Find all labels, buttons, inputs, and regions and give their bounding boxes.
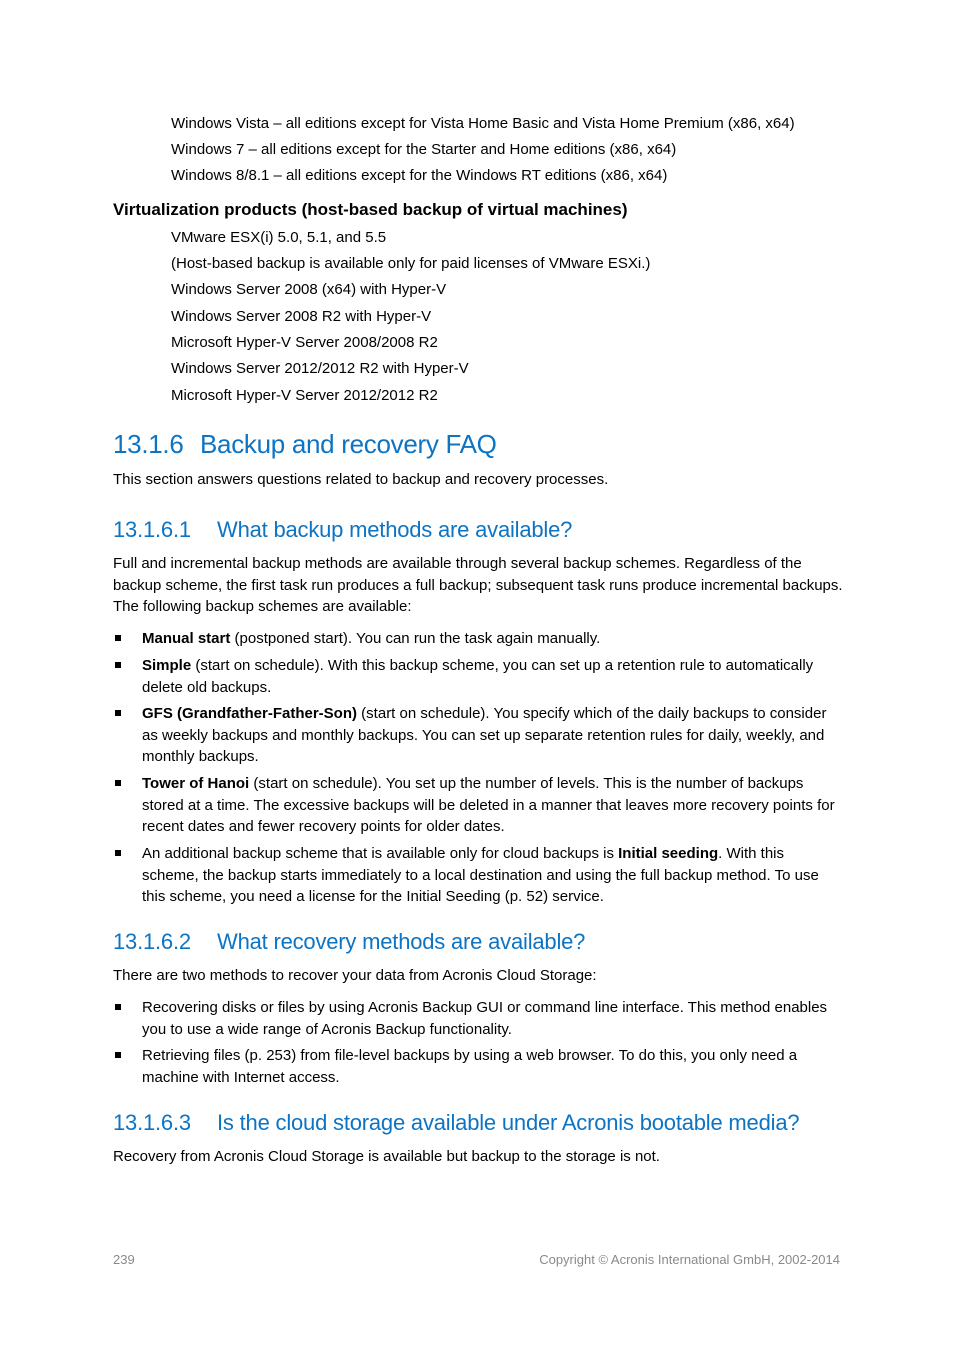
bullet-marker xyxy=(115,780,121,786)
virtualization-item: Microsoft Hyper-V Server 2008/2008 R2 xyxy=(171,334,438,351)
section-number: 13.1.6 xyxy=(113,429,184,459)
description: . With this scheme, the backup starts immediately to a local destination and using the full backup method. To use this scheme, you need a license for the Initial Seeding (p. 52) service. xyxy=(142,845,819,905)
section-number: 13.1.6.2 xyxy=(113,929,191,954)
section-intro: Recovery from Acronis Cloud Storage is available but backup to the storage is not. xyxy=(113,1148,660,1165)
section-title: Backup and recovery FAQ xyxy=(200,429,497,459)
term: Initial seeding xyxy=(618,845,719,862)
virtualization-heading: Virtualization products (host-based backup of virtual machines) xyxy=(113,200,628,219)
description: Recovering disks or files by using Acronis Backup GUI or command line interface. This method enables you to use a wide range of Acronis Backup functionality. xyxy=(142,999,828,1038)
section-heading-backup-methods xyxy=(113,516,572,544)
section-heading-recovery-methods xyxy=(113,928,585,956)
description: (start on schedule). You specify which of the daily backups to consider as weekly backups and monthly backups. You can set up separate retention rules for daily, weekly, and monthly backups. xyxy=(142,705,827,765)
list-item xyxy=(113,703,843,768)
section-intro: This section answers questions related to backup and recovery processes. xyxy=(113,471,609,488)
term: Manual start xyxy=(142,630,231,647)
copyright: Copyright © Acronis International GmbH, 2002-2014 xyxy=(539,1252,840,1267)
description: (start on schedule). You set up the number of levels. This is the number of backups stored at a time. The excessive backups will be deleted in a manner that leaves more recovery points for recent dates and fewer recovery points for older dates. xyxy=(142,775,835,835)
section-intro: There are two methods to recover your data from Acronis Cloud Storage: xyxy=(113,967,597,984)
section-title: What backup methods are available? xyxy=(217,517,573,542)
os-item: Windows 8/8.1 – all editions except for the Windows RT editions (x86, x64) xyxy=(171,167,668,184)
list-item xyxy=(113,655,843,698)
term: GFS (Grandfather-Father-Son) xyxy=(142,705,358,722)
description: Retrieving files (p. 253) from file-level backups by using a web browser. To do this, you only need a machine with Internet access. xyxy=(142,1047,798,1086)
term: Tower of Hanoi xyxy=(142,775,250,792)
os-item: Windows Vista – all editions except for Vista Home Basic and Vista Home Premium (x86, x64) xyxy=(171,115,795,132)
list-item xyxy=(113,628,843,650)
section-title: Is the cloud storage available under Acronis bootable media? xyxy=(217,1110,800,1135)
bullet-marker xyxy=(115,1052,121,1058)
bullet-marker xyxy=(115,710,121,716)
bullet-marker xyxy=(115,662,121,668)
virtualization-item: VMware ESX(i) 5.0, 5.1, and 5.5 xyxy=(171,229,387,246)
list-item xyxy=(113,843,843,908)
section-heading-bootable-media xyxy=(113,1109,799,1137)
section-number: 13.1.6.1 xyxy=(113,517,191,542)
bullet-marker xyxy=(115,850,121,856)
description: (start on schedule). With this backup scheme, you can set up a retention rule to automatically delete old backups. xyxy=(142,657,814,696)
virtualization-item: Microsoft Hyper-V Server 2012/2012 R2 xyxy=(171,387,438,404)
virtualization-item: Windows Server 2008 R2 with Hyper-V xyxy=(171,308,432,325)
bullet-marker xyxy=(115,1004,121,1010)
list-item xyxy=(113,1045,843,1088)
list-item xyxy=(113,773,843,838)
term: Simple xyxy=(142,657,192,674)
virtualization-item: Windows Server 2008 (x64) with Hyper-V xyxy=(171,281,447,298)
list-item xyxy=(113,997,843,1040)
section-number: 13.1.6.3 xyxy=(113,1110,191,1135)
section-title: What recovery methods are available? xyxy=(217,929,586,954)
description: An additional backup scheme that is available only for cloud backups is xyxy=(142,845,619,862)
section-intro: Full and incremental backup methods are available through several backup schemes. Regardless of the backup scheme, the first task run produces a full backup; subsequent task runs produce incremental backups. The following backup schemes are available: xyxy=(113,555,843,615)
bullet-marker xyxy=(115,635,121,641)
description: (postponed start). You can run the task again manually. xyxy=(230,630,601,647)
section-heading-faq xyxy=(113,428,497,460)
page-number: 239 xyxy=(113,1252,135,1267)
os-item: Windows 7 – all editions except for the Starter and Home editions (x86, x64) xyxy=(171,141,677,158)
virtualization-item: (Host-based backup is available only for paid licenses of VMware ESXi.) xyxy=(171,255,651,272)
virtualization-item: Windows Server 2012/2012 R2 with Hyper-V xyxy=(171,360,469,377)
